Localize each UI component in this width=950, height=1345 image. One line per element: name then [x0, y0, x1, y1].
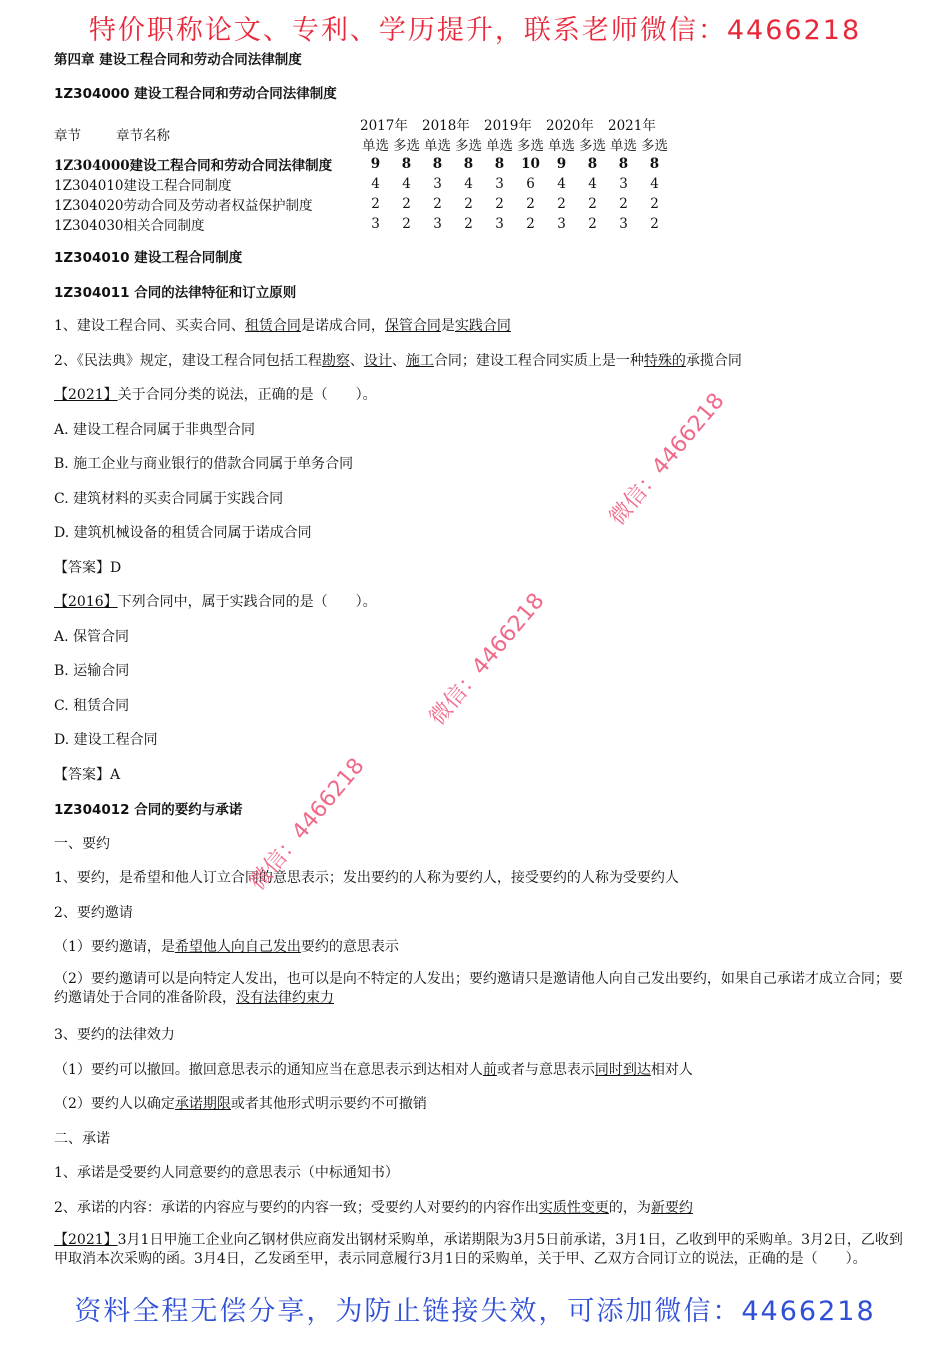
offer-point-3: 3、要约的法律效力: [54, 1027, 175, 1043]
row-label: 1Z304010建设工程合同制度: [54, 178, 232, 194]
chapter-title: 第四章 建设工程合同和劳动合同法律制度: [54, 52, 302, 68]
q2-option: C. 租赁合同: [54, 698, 130, 714]
table-cell: 2: [588, 216, 597, 232]
table-cell: 3: [619, 176, 628, 192]
watermark: 微信：4466218: [245, 753, 370, 896]
q2-answer: 【答案】A: [54, 767, 121, 783]
acceptance-point-2: 2、承诺的内容：承诺的内容应与要约的内容一致；受要约人对要约的内容作出实质性变更的，为新要约: [54, 1200, 693, 1216]
row-label: 1Z304020劳动合同及劳动者权益保护制度: [54, 198, 313, 214]
table-cell: 2: [588, 196, 597, 212]
heading-304012: 1Z304012 合同的要约与承诺: [54, 802, 243, 818]
offer-point-3-2: （2）要约人以确定承诺期限或者其他形式明示要约不可撤销: [54, 1096, 427, 1112]
q1-option: D. 建筑机械设备的租赁合同属于诺成合同: [54, 525, 312, 541]
table-cell: 2: [464, 196, 473, 212]
table-cell: 2: [619, 196, 628, 212]
table-cell: 3: [495, 216, 504, 232]
table-cell: 4: [650, 176, 659, 192]
subcol-header: 单选: [548, 138, 575, 154]
subcol-header: 多选: [641, 138, 668, 154]
watermark: 微信：4466218: [605, 388, 730, 531]
q2-option: A. 保管合同: [54, 629, 130, 645]
year-header: 2017年: [360, 118, 408, 134]
table-cell: 2: [650, 216, 659, 232]
table-cell: 9: [370, 156, 381, 172]
table-cell: 2: [526, 196, 535, 212]
table-cell: 2: [495, 196, 504, 212]
section-acceptance: 二、承诺: [54, 1131, 110, 1147]
table-cell: 2: [402, 196, 411, 212]
question-1: 【2021】关于合同分类的说法，正确的是（ ）。: [54, 387, 377, 403]
table-cell: 2: [526, 216, 535, 232]
paragraph-2: 2、《民法典》规定，建设工程合同包括工程勘察、设计、施工合同；建设工程合同实质上是一种特殊的承揽合同: [54, 353, 742, 369]
offer-point-1: 1、要约，是希望和他人订立合同的意思表示；发出要约的人称为要约人，接受要约的人称为受要约人: [54, 870, 679, 886]
table-row: [54, 194, 670, 214]
table-cell: 2: [402, 216, 411, 232]
table-cell: 4: [464, 176, 473, 192]
q1-answer: 【答案】D: [54, 560, 122, 576]
offer-point-2-2: （2）要约邀请可以是向特定人发出，也可以是向不特定的人发出；要约邀请只是邀请他人向自己发出要约，如果自己承诺才成立合同；要约邀请处于合同的准备阶段，没有法律约束力: [54, 971, 903, 1006]
table-cell: 10: [521, 156, 540, 172]
subcol-header: 单选: [424, 138, 451, 154]
subcol-header: 多选: [455, 138, 482, 154]
table-cell: 2: [557, 196, 566, 212]
table-cell: 2: [433, 196, 442, 212]
q2-option: B. 运输合同: [54, 663, 130, 679]
top-banner: 特价职称论文、专利、学历提升，联系老师微信：4466218: [88, 15, 862, 46]
year-header: 2021年: [608, 118, 656, 134]
subcol-header: 单选: [362, 138, 389, 154]
table-cell: 4: [588, 176, 597, 192]
question-2: 【2016】下列合同中，属于实践合同的是（ ）。: [54, 594, 377, 610]
year-header: 2018年: [422, 118, 470, 134]
table-cell: 3: [371, 216, 380, 232]
col-chapter-header: 章节: [54, 128, 81, 144]
row-label: 1Z304030相关合同制度: [54, 218, 205, 234]
table-cell: 8: [649, 156, 660, 172]
table-cell: 3: [495, 176, 504, 192]
offer-point-3-1: （1）要约可以撤回。撤回意思表示的通知应当在意思表示到达相对人前或者与意思表示同时到达相对人: [54, 1062, 693, 1078]
subcol-header: 单选: [610, 138, 637, 154]
bottom-banner: 资料全程无偿分享，为防止链接失效，可添加微信：4466218: [74, 1296, 876, 1327]
subcol-header: 多选: [393, 138, 420, 154]
year-header: 2020年: [546, 118, 594, 134]
table-cell: 4: [557, 176, 566, 192]
subcol-header: 多选: [517, 138, 544, 154]
table-row: [54, 174, 670, 194]
table-cell: 3: [433, 176, 442, 192]
col-name-header: 章节名称: [116, 128, 170, 144]
heading-304011: 1Z304011 合同的法律特征和订立原则: [54, 285, 297, 301]
section-offer: 一、要约: [54, 836, 110, 852]
subcol-header: 多选: [579, 138, 606, 154]
row-label: 1Z304000建设工程合同和劳动合同法律制度: [54, 158, 333, 174]
table-cell: 2: [464, 216, 473, 232]
table-cell: 8: [494, 156, 505, 172]
offer-point-2-1: （1）要约邀请，是希望他人向自己发出要约的意思表示: [54, 939, 399, 955]
table-cell: 3: [619, 216, 628, 232]
watermark: 微信：4466218: [425, 588, 550, 731]
table-cell: 2: [371, 196, 380, 212]
table-cell: 8: [401, 156, 412, 172]
table-cell: 3: [557, 216, 566, 232]
table-cell: 8: [463, 156, 474, 172]
heading-304010: 1Z304010 建设工程合同制度: [54, 250, 243, 266]
q1-option: A. 建设工程合同属于非典型合同: [54, 422, 256, 438]
q1-option: C. 建筑材料的买卖合同属于实践合同: [54, 491, 284, 507]
q1-option: B. 施工企业与商业银行的借款合同属于单务合同: [54, 456, 354, 472]
table-cell: 8: [432, 156, 443, 172]
table-cell: 4: [402, 176, 411, 192]
table-cell: 4: [371, 176, 380, 192]
year-header: 2019年: [484, 118, 532, 134]
table-cell: 2: [650, 196, 659, 212]
table-row: [54, 214, 670, 234]
table-cell: 9: [556, 156, 567, 172]
question-3: 【2021】3月1日甲施工企业向乙钢材供应商发出钢材采购单，承诺期限为3月5日前承诺，3月1日，乙收到甲的采购单。3月2日，乙收到甲取消本次采购的函。3月4日，乙发函至甲，表示同意履行3月1日的采购单，关于甲、乙双方合同订立的说法，正确的是（ ）。: [54, 1232, 903, 1267]
table-cell: 3: [433, 216, 442, 232]
q2-option: D. 建设工程合同: [54, 732, 158, 748]
offer-point-2: 2、要约邀请: [54, 905, 133, 921]
table-row: [54, 154, 670, 174]
subcol-header: 单选: [486, 138, 513, 154]
statistics-table: [54, 114, 670, 234]
acceptance-point-1: 1、承诺是受要约人同意要约的意思表示（中标通知书）: [54, 1165, 399, 1181]
section-title: 1Z304000 建设工程合同和劳动合同法律制度: [54, 86, 337, 102]
paragraph-1: 1、建设工程合同、买卖合同、租赁合同是诺成合同，保管合同是实践合同: [54, 318, 511, 334]
table-cell: 8: [587, 156, 598, 172]
table-cell: 8: [618, 156, 629, 172]
table-cell: 6: [526, 176, 535, 192]
